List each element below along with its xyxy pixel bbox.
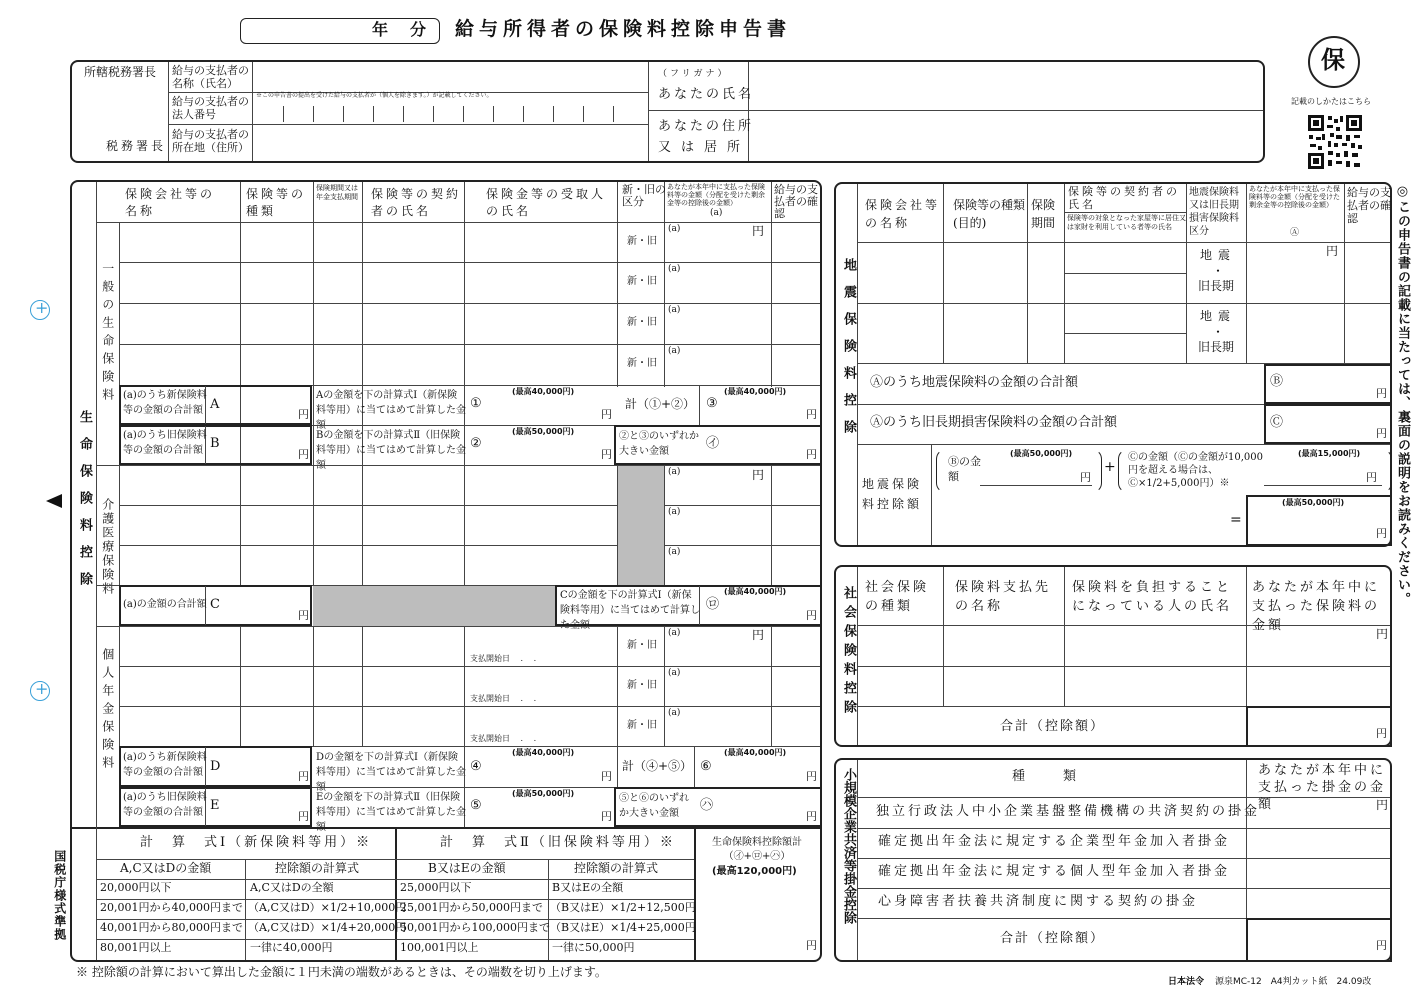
life-e-calc: Eの金額を下の計算式Ⅱ（旧保険料等用）に当てはめて計算した金額 (316, 792, 466, 833)
yen-label: 円 (752, 628, 765, 642)
your-address-label-1: あなたの住所 (658, 119, 755, 134)
office-label: 所轄税務署長 (84, 65, 157, 79)
qr-code-icon[interactable] (1306, 113, 1364, 171)
mark-ro: ㋺ (706, 597, 720, 612)
eq-col-type: 保険等の種類(目的) (953, 198, 1026, 230)
formula-1-cell: A,C又はDの全額 (250, 881, 334, 894)
small-row-label: 確定拠出年金法に規定する個人型年金加入者掛金 (878, 864, 1231, 879)
life-d-letter: D (210, 759, 221, 774)
small-row-label: 独立行政法人中小企業基盤整備機構の共済契約の掛金 (876, 804, 1261, 819)
mark-3: ③ (706, 396, 718, 411)
yen-label: 円 (1376, 387, 1387, 400)
eq-c-label: Ⓐのうち旧長期損害保険料の金額の合計額 (870, 415, 1118, 430)
pension-start-label[interactable]: 支払開始日 . . (470, 734, 537, 743)
life-a-label: (a)のうち新保険料等の金額の合計額 (123, 390, 207, 416)
yen-label: 円 (1080, 471, 1091, 484)
life-b-letter: B (210, 436, 220, 451)
yen-label: 円 (601, 448, 612, 461)
life-col-paid-mark: (a) (710, 208, 723, 218)
small-side-label: 小規模企業共済等掛金控除 (840, 768, 856, 924)
small-col-type: 種 類 (1012, 769, 1081, 784)
yen-label: 円 (1366, 471, 1377, 484)
eq-max-50: (最高50,000円) (1010, 449, 1073, 458)
eq-b-mark: Ⓑ (1270, 374, 1284, 389)
eq-col-class: 地震保険料又は旧長期損害保険料区分 (1189, 187, 1239, 237)
your-name-label: あなたの氏名 (658, 87, 755, 102)
life-mark-a: (a) (668, 305, 681, 315)
formula-2-cell: （B又はE）×1/4+25,000円 (550, 921, 696, 934)
yen-label: 円 (1326, 244, 1339, 258)
furigana-label: （フリガナ） (658, 69, 730, 79)
life-newold[interactable]: 新・旧 (627, 680, 657, 691)
office-suffix: 税務署長 (106, 139, 167, 153)
pension-start-label[interactable]: 支払開始日 . . (470, 654, 537, 663)
yen-label: 円 (298, 810, 309, 823)
eq-max-15: (最高15,000円) (1298, 449, 1361, 458)
mark-6: ⑥ (700, 759, 712, 774)
left-note: 国税庁様式準拠 (52, 850, 67, 941)
formula-2-cell: 100,001円以上 (400, 941, 479, 954)
life-a-letter: A (210, 397, 220, 412)
eq-plus: + (1104, 459, 1116, 475)
eq-class-3[interactable]: 旧長期 (1198, 340, 1235, 354)
yen-label: 円 (1376, 627, 1389, 641)
social-col-type: 社会保険の種類 (865, 580, 930, 614)
yen-label: 円 (601, 408, 612, 421)
sum-12-label: 計（①+②） (625, 397, 696, 411)
eq-col-contractor: 保険等の契約者の氏名 (1068, 185, 1180, 211)
eq-class-2: ・ (1212, 264, 1225, 278)
formula-1-title: 計 算 式Ⅰ（新保険料等用）※ (140, 835, 373, 850)
social-total-box[interactable] (1246, 706, 1392, 747)
small-col-paid: あなたが本年中に支払った掛金の金額 (1258, 763, 1387, 812)
form-code-label: 源泉MC-12 A4判カット紙 24.09改 (1215, 977, 1372, 987)
social-total-label: 合計（控除額） (1000, 719, 1106, 734)
eq-col-target: 保険等の対象となった家屋等に居住又は家財を利用している者等の氏名 (1067, 214, 1186, 231)
eq-c-mark: Ⓒ (1270, 415, 1284, 430)
life-c-calc: Cの金額を下の計算式Ⅰ（新保険料等用）に当てはめて計算した金額 (560, 590, 700, 631)
mark-ha: ㋩ (700, 798, 714, 813)
small-row-label: 確定拠出年金法に規定する企業型年金加入者掛金 (878, 834, 1231, 849)
formula-2-cell: 25,000円以下 (400, 881, 472, 894)
eq-c-box[interactable] (1264, 404, 1392, 444)
eq-total-max: (最高50,000円) (1282, 498, 1345, 507)
sum-45-label: 計（④+⑤） (622, 759, 693, 773)
eq-col-period: 保険期間 (1031, 198, 1056, 230)
yen-label: 円 (298, 609, 309, 622)
punch-plus-top-icon: + (35, 298, 49, 317)
life-mark-a: (a) (668, 708, 681, 718)
eq-col-confirm: 給与の支払者の確認 (1347, 186, 1391, 225)
formula-2-h2: 控除額の計算式 (574, 861, 659, 875)
yen-label: 円 (1376, 527, 1387, 540)
formula-2-cell: B又はEの全額 (552, 881, 624, 894)
yen-label: 円 (752, 224, 765, 238)
life-newold[interactable]: 新・旧 (627, 640, 657, 651)
howto-label: 記載のしかたはこちら (1291, 97, 1371, 106)
life-mark-a: (a) (668, 628, 681, 638)
eq-col-paid-mark: Ⓐ (1290, 228, 1300, 238)
formula-1-cell: 20,001円から40,000円まで (100, 901, 243, 914)
yen-label: 円 (1376, 798, 1389, 812)
yen-label: 円 (806, 810, 817, 823)
social-col-paid: あなたが本年中に支払った保険料の金額 (1252, 580, 1381, 633)
payer-corp-label: 給与の支払者の法人番号 (172, 95, 249, 121)
mark-5: ⑤ (470, 798, 482, 813)
formula-2-cell: 50,001円から100,000円まで (400, 921, 550, 934)
formula-2-h1: B又はEの金額 (428, 861, 506, 875)
social-col-burden: 保険料を負担することになっている人の氏名 (1072, 580, 1233, 614)
formula-2-cell: 25,001円から50,000円まで (400, 901, 543, 914)
life-c-letter: C (210, 597, 220, 612)
eq-class-3[interactable]: 旧長期 (1198, 279, 1235, 293)
max-50-label: (最高50,000円) (512, 427, 575, 436)
seal-char: 保 (1321, 45, 1345, 74)
life-newold[interactable]: 新・旧 (627, 317, 657, 328)
punch-plus-bottom-icon: + (35, 679, 49, 698)
yen-label: 円 (806, 770, 817, 783)
life-mark-a: (a) (668, 346, 681, 356)
mark-2: ② (470, 436, 482, 451)
eq-ded-label: 地震保険料控除額 (862, 477, 923, 511)
yen-label: 円 (298, 448, 309, 461)
mark-i: ㋑ (706, 436, 720, 451)
life-col-receiver: 保険金等の受取人の氏名 (486, 187, 607, 218)
life-col-period: 保険期間又は年金支払期間 (316, 184, 358, 201)
life-e-label: (a)のうち旧保険料等の金額の合計額 (123, 792, 207, 818)
life-mark-a: (a) (668, 467, 681, 477)
formula-1-cell: 80,001円以上 (100, 941, 172, 954)
formula-2-cell: （B又はE）×1/2+12,500円 (550, 901, 696, 914)
yen-label: 円 (1376, 727, 1387, 740)
max-40-label: (最高40,000円) (512, 387, 575, 396)
eq-class-1[interactable]: 地震 (1200, 309, 1237, 323)
life-a-calc: Aの金額を下の計算式Ⅰ（新保険料等用）に当てはめて計算した金額 (316, 390, 466, 431)
yen-label: 円 (601, 770, 612, 783)
yen-label: 円 (298, 770, 309, 783)
yen-label: 円 (806, 448, 817, 461)
life-total-label: 生命保険料控除額計（㋑+㋺+㋩） (712, 837, 802, 862)
mark-1: ① (470, 396, 482, 411)
life-general-label: 一般の生命保険料 (100, 262, 115, 406)
yen-label: 円 (601, 810, 612, 823)
life-mark-a: (a) (668, 264, 681, 274)
max-40-label: (最高40,000円) (724, 387, 787, 396)
max-40-label: (最高40,000円) (724, 748, 787, 757)
life-general-row[interactable] (120, 223, 620, 261)
life-c-label: (a)の金額の合計額 (123, 599, 207, 610)
yen-label: 円 (298, 408, 309, 421)
life-total-max: (最高120,000円) (712, 866, 797, 877)
earthquake-side-label: 地震保険料控除 (840, 258, 856, 447)
max-40-label: (最高40,000円) (512, 748, 575, 757)
eq-class-2: ・ (1212, 325, 1225, 339)
formula-1-h1: A,C又はDの金額 (120, 861, 212, 875)
care-gray-cell (617, 466, 664, 585)
life-mark-a: (a) (668, 547, 681, 557)
yen-label: 円 (1376, 939, 1387, 952)
life-newold[interactable]: 新・旧 (627, 720, 657, 731)
eq-b-label: Ⓐのうち地震保険料の金額の合計額 (870, 375, 1079, 390)
publisher-label: 日本法令 (1168, 977, 1205, 987)
gt-56-label: ⑤と⑥のいずれか大きい金額 (619, 793, 689, 819)
life-col-company: 保険会社等の名称 (125, 187, 216, 218)
mark-4: ④ (470, 759, 482, 774)
life-col-contractor: 保険等の契約者の氏名 (371, 187, 462, 218)
eq-b-box[interactable] (1264, 364, 1392, 404)
social-side-label: 社会保険料控除 (840, 586, 856, 719)
small-row-label: 心身障害者扶養共済制度に関する契約の掛金 (878, 894, 1199, 909)
small-total-box[interactable] (1246, 918, 1392, 962)
payer-corp-note: ※この申告書の提出を受けた給与の支払者が（個人を除きます。）が記載してください。 (256, 92, 493, 99)
life-newold[interactable]: 新・旧 (627, 276, 657, 287)
max-50-label: (最高50,000円) (512, 789, 575, 798)
eq-equals: = (1230, 512, 1242, 528)
eq-col-company: 保険会社等の名称 (865, 198, 941, 230)
life-e-letter: E (210, 798, 220, 813)
pension-start-label[interactable]: 支払開始日 . . (470, 694, 537, 703)
life-b-calc: Bの金額を下の計算式Ⅱ（旧保険料等用）に当てはめて計算した金額 (316, 430, 466, 471)
life-mark-a: (a) (668, 668, 681, 678)
life-mark-a: (a) (668, 224, 681, 234)
triangle-marker-icon (46, 494, 62, 508)
life-d-label: (a)のうち新保険料等の金額の合計額 (123, 752, 207, 778)
formula-1-cell: 一律に40,000円 (250, 941, 333, 954)
form-title: 給与所得者の保険料控除申告書 (455, 18, 792, 40)
formula-1-h2: 控除額の計算式 (275, 861, 360, 875)
life-side-label: 生命保険料控除 (76, 410, 92, 599)
small-total-label: 合計（控除額） (1000, 931, 1106, 946)
life-newold[interactable]: 新・旧 (627, 236, 657, 247)
life-newold[interactable]: 新・旧 (627, 358, 657, 369)
life-b-label: (a)のうち旧保険料等の金額の合計額 (123, 430, 207, 456)
your-address-field[interactable] (750, 112, 1262, 160)
c-row-gray-cell (313, 586, 556, 626)
life-mark-a: (a) (668, 507, 681, 517)
formula-2-title: 計 算 式Ⅱ（旧保険料等用）※ (440, 835, 676, 850)
your-address-label-2: 又は居所 (658, 140, 751, 155)
formula-1-cell: （A,C又はD）×1/2+10,000円 (248, 901, 407, 914)
yen-label: 円 (752, 468, 765, 482)
life-col-type: 保険等の種類 (246, 187, 307, 218)
life-care-label: 介護医療保険料 (100, 498, 115, 596)
social-col-payee: 保険料支払先の名称 (955, 580, 1052, 614)
formula-1-cell: 20,000円以下 (100, 881, 172, 894)
gt-23-label: ②と③のいずれか大きい金額 (619, 431, 699, 457)
max-40-label: (最高40,000円) (724, 587, 787, 596)
your-name-field[interactable] (750, 63, 1262, 109)
life-total-field[interactable] (698, 882, 818, 958)
year-label: 年 分 (372, 20, 430, 39)
formula-1-cell: 40,001円から80,000円まで (100, 921, 243, 934)
eq-b-amount: Ⓑの金額 (948, 455, 981, 483)
right-note: ◎この申告書の記載に当たっては、裏面の説明をお読みください。 (1394, 184, 1410, 606)
life-col-paid: あなたが本年中に支払った保険料等の金額（分配を受けた剰余金等の控除後の金額） (667, 183, 765, 207)
payer-address-label: 給与の支払者の所在地（住所） (172, 128, 249, 154)
footer-note: ※ 控除額の計算において算出した金額に１円未満の端数があるときは、その端数を切り上げます。 (76, 965, 607, 979)
payer-name-label: 給与の支払者の名称（氏名） (172, 64, 249, 90)
payer-address-field[interactable] (254, 126, 646, 160)
life-col-confirm: 給与の支払者の確認 (774, 183, 818, 220)
eq-class-1[interactable]: 地震 (1200, 248, 1237, 262)
yen-label: 円 (806, 408, 817, 421)
formula-1-cell: （A,C又はD）×1/4+20,000円 (248, 921, 407, 934)
eq-c-amount: Ⓒの金額（Ⓒの金額が10,000円を超える場合は、Ⓒ×1/2+5,000円）※ (1128, 452, 1263, 489)
yen-label: 円 (806, 609, 817, 622)
life-col-newold: 新・旧の区分 (622, 183, 666, 208)
payer-name-field[interactable] (254, 63, 646, 91)
yen-label: 円 (806, 939, 817, 952)
life-pension-label: 個人年金保険料 (100, 648, 115, 774)
yen-label: 円 (1376, 427, 1387, 440)
life-d-calc: Dの金額を下の計算式Ⅰ（新保険料等用）に当てはめて計算した金額 (316, 752, 466, 793)
eq-col-paid: あなたが本年中に支払った保険料等の金額（分配を受けた剰余金等の控除後の金額） (1249, 185, 1340, 209)
formula-2-cell: 一律に50,000円 (552, 941, 635, 954)
